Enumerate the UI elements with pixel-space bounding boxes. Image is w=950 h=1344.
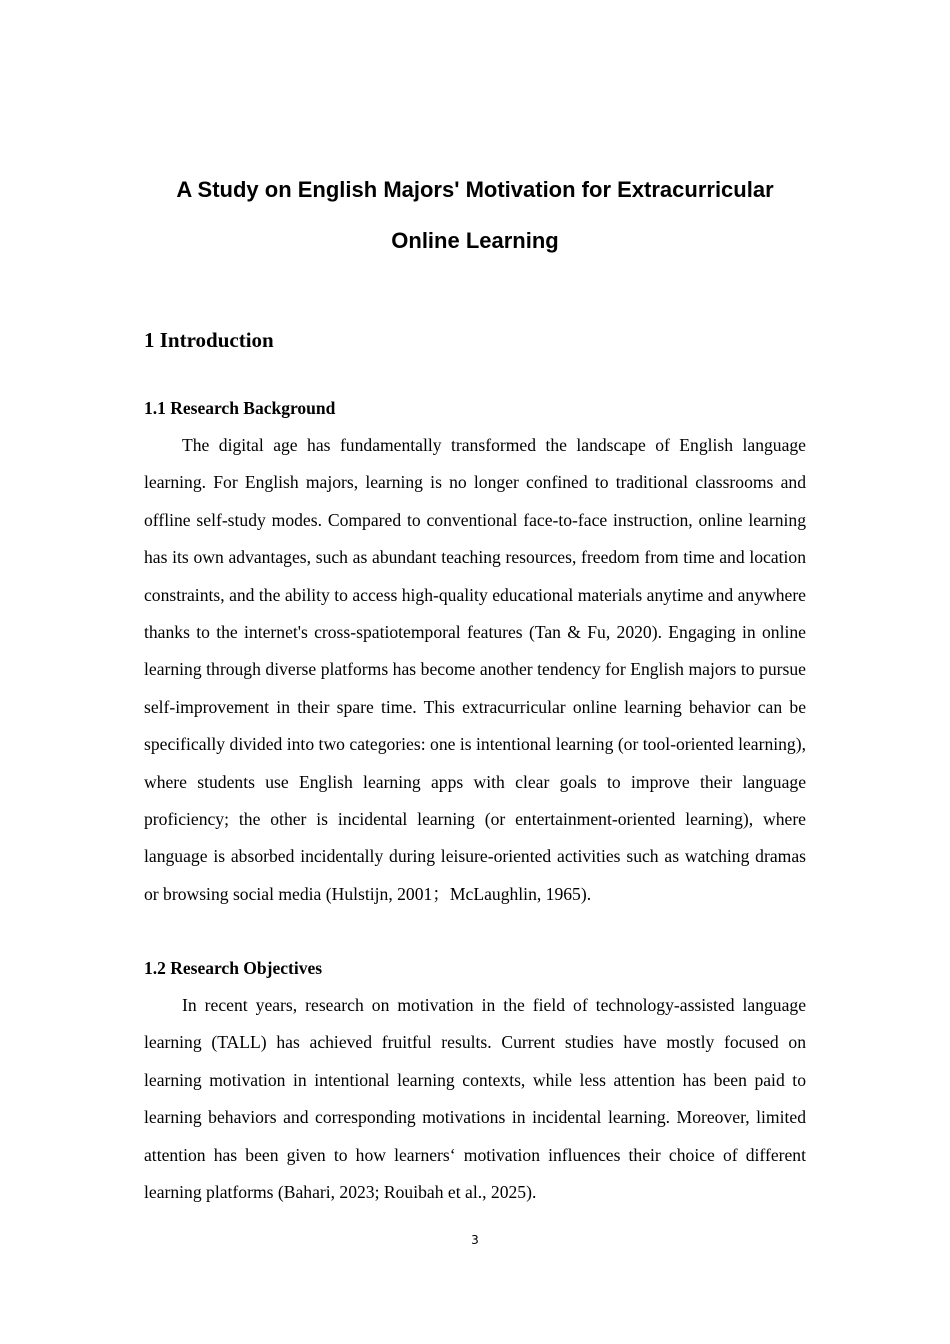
page-number: 3 bbox=[471, 1233, 479, 1247]
paragraph-research-background: The digital age has fundamentally transformed the landscape of English language learning. For English majors, learning is no longer confined to traditional classrooms and offline self-study modes. Compared to conventional face-to-face instruction, online learning has its own advantages, such as abundant teaching resources, freedom from time and location constraints, and the ability to access high-quality educational materials anytime and anywhere thanks to the internet's cross-spatiotemporal features (Tan & Fu, 2020). Engaging in online learning through diverse platforms has become another tendency for English majors to pursue self-improvement in their spare time. This extracurricular online learning behavior can be specifically divided into two categories: one is intentional learning (or tool-oriented learning), where students use English learning apps with clear goals to improve their language proficiency; the other is incidental learning (or entertainment-oriented learning), where language is absorbed incidentally during leisure-oriented activities such as watching dramas or browsing social media (Hulstijn, 2001；McLaughlin, 1965). bbox=[144, 435, 806, 904]
subsection-heading-research-background: 1.1 Research Background bbox=[144, 398, 336, 418]
paper-title-line-2: Online Learning bbox=[391, 228, 559, 253]
subsection-heading-research-objectives: 1.2 Research Objectives bbox=[144, 958, 323, 978]
paragraph-research-objectives: In recent years, research on motivation in the field of technology-assisted language learning (TALL) has achieved fruitful results. Current studies have mostly focused on learning motivation in intentional learning contexts, while less attention has been paid to learning behaviors and corresponding motivations in incidental learning. Moreover, limited attention has been given to how learners‘ motivation influences their choice of different learning platforms (Bahari, 2023; Rouibah et al., 2025). bbox=[144, 995, 806, 1203]
paper-title-line-1: A Study on English Majors' Motivation for Extracurricular bbox=[176, 177, 774, 202]
section-heading-introduction: 1 Introduction bbox=[144, 328, 274, 352]
